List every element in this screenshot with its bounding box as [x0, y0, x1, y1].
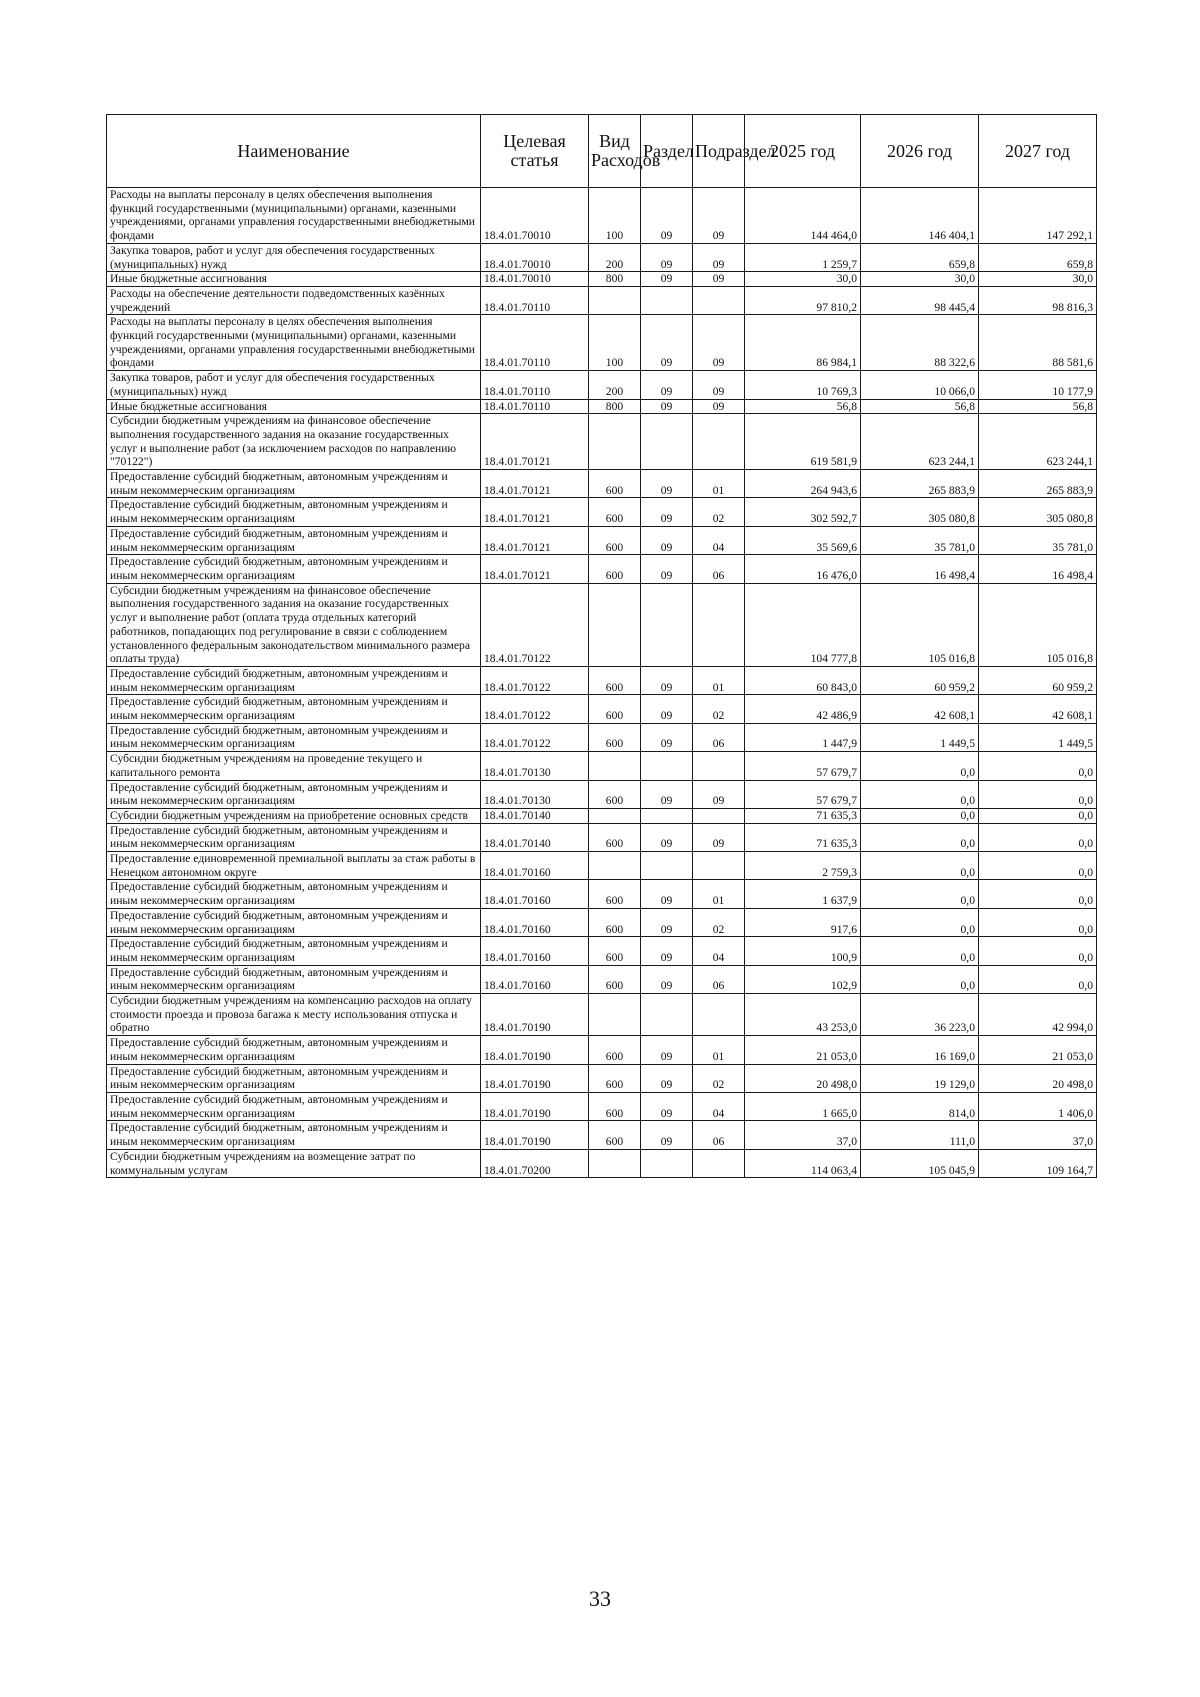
row-expense-kind: 600: [589, 723, 641, 751]
row-section: 09: [641, 1064, 693, 1092]
row-section: 09: [641, 823, 693, 851]
budget-table: [106, 114, 1097, 1178]
row-expense-kind: 800: [589, 272, 641, 287]
row-target-code: 18.4.01.70122: [481, 666, 589, 694]
row-target-code: 18.4.01.70190: [481, 994, 589, 1036]
row-amount-2026: 56,8: [861, 399, 979, 414]
row-amount-2026: 0,0: [861, 880, 979, 908]
row-amount-2026: 98 445,4: [861, 286, 979, 314]
row-amount-2025: 30,0: [745, 272, 861, 287]
table-row: [107, 470, 1097, 498]
row-name: Субсидии бюджетным учреждениям на приобретение основных средств: [107, 808, 481, 823]
row-amount-2027: 21 053,0: [979, 1036, 1097, 1064]
row-expense-kind: 600: [589, 937, 641, 965]
row-target-code: 18.4.01.70122: [481, 723, 589, 751]
row-amount-2026: 814,0: [861, 1093, 979, 1121]
table-row: [107, 243, 1097, 271]
row-amount-2027: 37,0: [979, 1121, 1097, 1149]
row-target-code: 18.4.01.70010: [481, 243, 589, 271]
row-name: Субсидии бюджетным учреждениям на проведение текущего и капитального ремонта: [107, 752, 481, 780]
table-row: [107, 695, 1097, 723]
row-section: 09: [641, 371, 693, 399]
table-row: [107, 188, 1097, 244]
row-expense-kind: [589, 752, 641, 780]
row-target-code: 18.4.01.70160: [481, 937, 589, 965]
row-amount-2025: 43 253,0: [745, 994, 861, 1036]
table-row: [107, 315, 1097, 371]
row-amount-2025: 102,9: [745, 965, 861, 993]
row-subsection: 01: [693, 470, 745, 498]
row-amount-2025: 1 447,9: [745, 723, 861, 751]
row-amount-2025: 37,0: [745, 1121, 861, 1149]
row-subsection: 09: [693, 371, 745, 399]
row-section: 09: [641, 315, 693, 371]
row-amount-2027: 105 016,8: [979, 583, 1097, 666]
row-amount-2026: 36 223,0: [861, 994, 979, 1036]
row-amount-2025: 42 486,9: [745, 695, 861, 723]
row-amount-2025: 56,8: [745, 399, 861, 414]
row-name: Иные бюджетные ассигнования: [107, 399, 481, 414]
row-amount-2027: 265 883,9: [979, 470, 1097, 498]
row-amount-2026: 60 959,2: [861, 666, 979, 694]
row-subsection: 09: [693, 399, 745, 414]
row-amount-2026: 623 244,1: [861, 414, 979, 470]
row-amount-2027: 1 449,5: [979, 723, 1097, 751]
row-target-code: 18.4.01.70110: [481, 315, 589, 371]
row-amount-2026: 19 129,0: [861, 1064, 979, 1092]
header-2027: 2027 год: [979, 115, 1097, 188]
row-expense-kind: 600: [589, 666, 641, 694]
row-amount-2027: 0,0: [979, 965, 1097, 993]
row-expense-kind: 600: [589, 1036, 641, 1064]
row-subsection: [693, 286, 745, 314]
table-row: [107, 498, 1097, 526]
header-2025: 2025 год: [745, 115, 861, 188]
table-row: [107, 1064, 1097, 1092]
row-section: [641, 286, 693, 314]
table-row: [107, 371, 1097, 399]
row-target-code: 18.4.01.70010: [481, 272, 589, 287]
header-name: Наименование: [107, 115, 481, 188]
row-amount-2027: 0,0: [979, 752, 1097, 780]
row-expense-kind: 200: [589, 243, 641, 271]
row-section: [641, 414, 693, 470]
row-amount-2027: 0,0: [979, 852, 1097, 880]
row-target-code: 18.4.01.70190: [481, 1036, 589, 1064]
row-amount-2027: 0,0: [979, 823, 1097, 851]
row-amount-2025: 71 635,3: [745, 823, 861, 851]
row-amount-2027: 0,0: [979, 880, 1097, 908]
row-subsection: 01: [693, 666, 745, 694]
row-amount-2027: 20 498,0: [979, 1064, 1097, 1092]
row-name: Расходы на обеспечение деятельности подведомственных казённых учреждений: [107, 286, 481, 314]
row-name: Субсидии бюджетным учреждениям на возмещение затрат по коммунальным услугам: [107, 1149, 481, 1177]
header-row: [107, 115, 1097, 188]
row-expense-kind: 200: [589, 371, 641, 399]
row-target-code: 18.4.01.70121: [481, 526, 589, 554]
row-amount-2025: 35 569,6: [745, 526, 861, 554]
page-number: 33: [589, 1586, 611, 1611]
row-subsection: 04: [693, 937, 745, 965]
row-amount-2027: 0,0: [979, 908, 1097, 936]
row-target-code: 18.4.01.70190: [481, 1093, 589, 1121]
row-name: Предоставление субсидий бюджетным, автономным учреждениям и иным некоммерческим организациям: [107, 470, 481, 498]
row-section: [641, 852, 693, 880]
row-amount-2025: 302 592,7: [745, 498, 861, 526]
row-amount-2026: 0,0: [861, 908, 979, 936]
row-amount-2025: 20 498,0: [745, 1064, 861, 1092]
row-section: 09: [641, 470, 693, 498]
table-row: [107, 555, 1097, 583]
row-name: Субсидии бюджетным учреждениям на финансовое обеспечение выполнения государственного задания на оказание государственных услуг и выполнение работ (оплата труда отдельных категорий работников, попадающих под регулирование в связи с соблюдением установленного федеральным законодательством минимального размера оплаты труда): [107, 583, 481, 666]
row-amount-2025: 144 464,0: [745, 188, 861, 244]
row-target-code: 18.4.01.70190: [481, 1121, 589, 1149]
row-section: 09: [641, 666, 693, 694]
row-section: 09: [641, 780, 693, 808]
row-section: 09: [641, 695, 693, 723]
row-amount-2026: 16 169,0: [861, 1036, 979, 1064]
row-target-code: 18.4.01.70010: [481, 188, 589, 244]
row-amount-2026: 146 404,1: [861, 188, 979, 244]
row-expense-kind: [589, 852, 641, 880]
row-expense-kind: 600: [589, 780, 641, 808]
row-target-code: 18.4.01.70140: [481, 808, 589, 823]
table-row: [107, 666, 1097, 694]
row-section: 09: [641, 399, 693, 414]
row-subsection: 09: [693, 272, 745, 287]
table-row: [107, 272, 1097, 287]
row-target-code: 18.4.01.70130: [481, 780, 589, 808]
table-row: [107, 723, 1097, 751]
row-amount-2025: 86 984,1: [745, 315, 861, 371]
row-amount-2025: 619 581,9: [745, 414, 861, 470]
row-subsection: 06: [693, 965, 745, 993]
row-amount-2025: 1 665,0: [745, 1093, 861, 1121]
row-amount-2026: 305 080,8: [861, 498, 979, 526]
row-amount-2025: 57 679,7: [745, 752, 861, 780]
row-expense-kind: [589, 1149, 641, 1177]
row-amount-2026: 105 045,9: [861, 1149, 979, 1177]
row-amount-2025: 917,6: [745, 908, 861, 936]
row-subsection: 04: [693, 526, 745, 554]
row-amount-2026: 10 066,0: [861, 371, 979, 399]
row-target-code: 18.4.01.70190: [481, 1064, 589, 1092]
row-amount-2026: 35 781,0: [861, 526, 979, 554]
row-subsection: [693, 583, 745, 666]
header-target: Целевая статья: [481, 115, 589, 188]
table-row: [107, 937, 1097, 965]
table-row: [107, 1149, 1097, 1177]
row-name: Предоставление субсидий бюджетным, автономным учреждениям и иным некоммерческим организациям: [107, 526, 481, 554]
row-amount-2025: 114 063,4: [745, 1149, 861, 1177]
row-target-code: 18.4.01.70110: [481, 371, 589, 399]
row-amount-2025: 104 777,8: [745, 583, 861, 666]
row-name: Предоставление субсидий бюджетным, автономным учреждениям и иным некоммерческим организациям: [107, 1093, 481, 1121]
row-section: 09: [641, 526, 693, 554]
table-row: [107, 808, 1097, 823]
row-expense-kind: 100: [589, 315, 641, 371]
row-target-code: 18.4.01.70160: [481, 908, 589, 936]
row-amount-2025: 21 053,0: [745, 1036, 861, 1064]
row-subsection: 01: [693, 880, 745, 908]
row-name: Предоставление субсидий бюджетным, автономным учреждениям и иным некоммерческим организациям: [107, 1064, 481, 1092]
table-row: [107, 583, 1097, 666]
row-section: [641, 752, 693, 780]
row-amount-2027: 56,8: [979, 399, 1097, 414]
row-amount-2026: 0,0: [861, 752, 979, 780]
row-section: 09: [641, 1093, 693, 1121]
row-amount-2026: 30,0: [861, 272, 979, 287]
row-subsection: [693, 808, 745, 823]
row-amount-2027: 60 959,2: [979, 666, 1097, 694]
row-amount-2027: 0,0: [979, 808, 1097, 823]
row-section: 09: [641, 243, 693, 271]
row-amount-2027: 35 781,0: [979, 526, 1097, 554]
row-expense-kind: [589, 808, 641, 823]
row-expense-kind: [589, 414, 641, 470]
row-expense-kind: [589, 286, 641, 314]
row-amount-2026: 42 608,1: [861, 695, 979, 723]
row-name: Предоставление субсидий бюджетным, автономным учреждениям и иным некоммерческим организациям: [107, 1036, 481, 1064]
row-amount-2027: 623 244,1: [979, 414, 1097, 470]
row-subsection: [693, 752, 745, 780]
row-subsection: [693, 414, 745, 470]
row-amount-2026: 0,0: [861, 808, 979, 823]
row-target-code: 18.4.01.70130: [481, 752, 589, 780]
row-amount-2027: 305 080,8: [979, 498, 1097, 526]
row-subsection: [693, 852, 745, 880]
row-amount-2026: 0,0: [861, 937, 979, 965]
row-subsection: [693, 994, 745, 1036]
row-amount-2025: 71 635,3: [745, 808, 861, 823]
row-name: Предоставление субсидий бюджетным, автономным учреждениям и иным некоммерческим организациям: [107, 498, 481, 526]
row-amount-2025: 100,9: [745, 937, 861, 965]
row-section: 09: [641, 188, 693, 244]
row-subsection: 06: [693, 723, 745, 751]
table-row: [107, 414, 1097, 470]
row-amount-2025: 1 637,9: [745, 880, 861, 908]
row-name: Субсидии бюджетным учреждениям на компенсацию расходов на оплату стоимости проезда и провоза багажа к месту использования отпуска и обратно: [107, 994, 481, 1036]
row-subsection: 02: [693, 695, 745, 723]
row-target-code: 18.4.01.70160: [481, 880, 589, 908]
row-expense-kind: 600: [589, 823, 641, 851]
row-name: Расходы на выплаты персоналу в целях обеспечения выполнения функций государственными (муниципальными) органами, казенными учреждениями, органами управления государственными внебюджетными фондами: [107, 315, 481, 371]
row-section: 09: [641, 880, 693, 908]
row-expense-kind: [589, 583, 641, 666]
row-subsection: 09: [693, 315, 745, 371]
row-name: Предоставление субсидий бюджетным, автономным учреждениям и иным некоммерческим организациям: [107, 780, 481, 808]
row-amount-2027: 0,0: [979, 937, 1097, 965]
row-expense-kind: 600: [589, 498, 641, 526]
row-expense-kind: 600: [589, 1064, 641, 1092]
row-amount-2026: 659,8: [861, 243, 979, 271]
row-name: Закупка товаров, работ и услуг для обеспечения государственных (муниципальных) нужд: [107, 243, 481, 271]
row-amount-2027: 1 406,0: [979, 1093, 1097, 1121]
row-name: Предоставление субсидий бюджетным, автономным учреждениям и иным некоммерческим организациям: [107, 880, 481, 908]
row-name: Предоставление субсидий бюджетным, автономным учреждениям и иным некоммерческим организациям: [107, 823, 481, 851]
row-amount-2027: 147 292,1: [979, 188, 1097, 244]
row-expense-kind: 600: [589, 695, 641, 723]
row-section: 09: [641, 498, 693, 526]
row-amount-2027: 98 816,3: [979, 286, 1097, 314]
row-amount-2026: 0,0: [861, 780, 979, 808]
row-amount-2025: 10 769,3: [745, 371, 861, 399]
row-subsection: 09: [693, 243, 745, 271]
row-expense-kind: 600: [589, 908, 641, 936]
row-amount-2025: 16 476,0: [745, 555, 861, 583]
row-section: [641, 1149, 693, 1177]
table-row: [107, 1093, 1097, 1121]
row-section: [641, 994, 693, 1036]
row-amount-2027: 42 608,1: [979, 695, 1097, 723]
row-name: Предоставление субсидий бюджетным, автономным учреждениям и иным некоммерческим организациям: [107, 908, 481, 936]
row-amount-2025: 57 679,7: [745, 780, 861, 808]
row-amount-2027: 109 164,7: [979, 1149, 1097, 1177]
row-name: Закупка товаров, работ и услуг для обеспечения государственных (муниципальных) нужд: [107, 371, 481, 399]
table-row: [107, 752, 1097, 780]
row-subsection: 06: [693, 1121, 745, 1149]
table-row: [107, 823, 1097, 851]
row-section: [641, 808, 693, 823]
row-target-code: 18.4.01.70121: [481, 498, 589, 526]
row-amount-2026: 0,0: [861, 852, 979, 880]
row-amount-2027: 0,0: [979, 780, 1097, 808]
row-amount-2026: 16 498,4: [861, 555, 979, 583]
row-amount-2026: 265 883,9: [861, 470, 979, 498]
row-subsection: 02: [693, 498, 745, 526]
row-amount-2027: 88 581,6: [979, 315, 1097, 371]
row-amount-2027: 16 498,4: [979, 555, 1097, 583]
row-expense-kind: 600: [589, 470, 641, 498]
row-section: 09: [641, 555, 693, 583]
row-expense-kind: 600: [589, 526, 641, 554]
row-amount-2025: 1 259,7: [745, 243, 861, 271]
row-amount-2027: 10 177,9: [979, 371, 1097, 399]
table-row: [107, 1036, 1097, 1064]
row-target-code: 18.4.01.70122: [481, 583, 589, 666]
row-amount-2026: 1 449,5: [861, 723, 979, 751]
row-section: 09: [641, 937, 693, 965]
row-subsection: [693, 1149, 745, 1177]
table-row: [107, 526, 1097, 554]
row-name: Предоставление единовременной премиальной выплаты за стаж работы в Ненецком автономном округе: [107, 852, 481, 880]
row-expense-kind: 800: [589, 399, 641, 414]
row-amount-2026: 0,0: [861, 823, 979, 851]
row-subsection: 09: [693, 823, 745, 851]
row-amount-2025: 264 943,6: [745, 470, 861, 498]
row-amount-2026: 111,0: [861, 1121, 979, 1149]
row-subsection: 04: [693, 1093, 745, 1121]
table-row: [107, 965, 1097, 993]
row-target-code: 18.4.01.70110: [481, 286, 589, 314]
row-expense-kind: 600: [589, 965, 641, 993]
header-subsection: Подраздел: [693, 115, 745, 188]
row-amount-2026: 0,0: [861, 965, 979, 993]
row-section: 09: [641, 272, 693, 287]
row-name: Предоставление субсидий бюджетным, автономным учреждениям и иным некоммерческим организациям: [107, 965, 481, 993]
row-section: [641, 583, 693, 666]
row-amount-2026: 88 322,6: [861, 315, 979, 371]
row-target-code: 18.4.01.70122: [481, 695, 589, 723]
table-row: [107, 994, 1097, 1036]
row-expense-kind: 600: [589, 1093, 641, 1121]
row-subsection: 02: [693, 908, 745, 936]
row-section: 09: [641, 908, 693, 936]
row-amount-2027: 659,8: [979, 243, 1097, 271]
table-row: [107, 852, 1097, 880]
table-row: [107, 908, 1097, 936]
header-2026: 2026 год: [861, 115, 979, 188]
table-row: [107, 399, 1097, 414]
row-name: Предоставление субсидий бюджетным, автономным учреждениям и иным некоммерческим организациям: [107, 1121, 481, 1149]
row-expense-kind: [589, 994, 641, 1036]
table-body: [107, 188, 1097, 1178]
row-expense-kind: 600: [589, 1121, 641, 1149]
row-subsection: 09: [693, 188, 745, 244]
row-section: 09: [641, 1036, 693, 1064]
row-amount-2027: 42 994,0: [979, 994, 1097, 1036]
row-name: Предоставление субсидий бюджетным, автономным учреждениям и иным некоммерческим организациям: [107, 666, 481, 694]
header-section: Раздел: [641, 115, 693, 188]
row-target-code: 18.4.01.70160: [481, 965, 589, 993]
row-name: Предоставление субсидий бюджетным, автономным учреждениям и иным некоммерческим организациям: [107, 723, 481, 751]
row-target-code: 18.4.01.70121: [481, 555, 589, 583]
row-name: Предоставление субсидий бюджетным, автономным учреждениям и иным некоммерческим организациям: [107, 937, 481, 965]
row-amount-2025: 97 810,2: [745, 286, 861, 314]
row-subsection: 06: [693, 555, 745, 583]
row-target-code: 18.4.01.70160: [481, 852, 589, 880]
row-amount-2026: 105 016,8: [861, 583, 979, 666]
row-target-code: 18.4.01.70110: [481, 399, 589, 414]
header-kind: Вид Расходов: [589, 115, 641, 188]
row-name: Иные бюджетные ассигнования: [107, 272, 481, 287]
table-row: [107, 1121, 1097, 1149]
table-row: [107, 880, 1097, 908]
row-target-code: 18.4.01.70140: [481, 823, 589, 851]
row-target-code: 18.4.01.70121: [481, 414, 589, 470]
row-name: Предоставление субсидий бюджетным, автономным учреждениям и иным некоммерческим организациям: [107, 695, 481, 723]
row-target-code: 18.4.01.70121: [481, 470, 589, 498]
row-section: 09: [641, 1121, 693, 1149]
row-subsection: 09: [693, 780, 745, 808]
row-subsection: 01: [693, 1036, 745, 1064]
row-section: 09: [641, 965, 693, 993]
table-row: [107, 286, 1097, 314]
row-target-code: 18.4.01.70200: [481, 1149, 589, 1177]
row-amount-2027: 30,0: [979, 272, 1097, 287]
row-expense-kind: 600: [589, 555, 641, 583]
row-name: Субсидии бюджетным учреждениям на финансовое обеспечение выполнения государственного задания на оказание государственных услуг и выполнение работ (за исключением расходов по направлению "70122"): [107, 414, 481, 470]
row-subsection: 02: [693, 1064, 745, 1092]
row-section: 09: [641, 723, 693, 751]
row-amount-2025: 60 843,0: [745, 666, 861, 694]
row-name: Предоставление субсидий бюджетным, автономным учреждениям и иным некоммерческим организациям: [107, 555, 481, 583]
row-amount-2025: 2 759,3: [745, 852, 861, 880]
table-row: [107, 780, 1097, 808]
row-name: Расходы на выплаты персоналу в целях обеспечения выполнения функций государственными (муниципальными) органами, казенными учреждениями, органами управления государственными внебюджетными фондами: [107, 188, 481, 244]
row-expense-kind: 100: [589, 188, 641, 244]
row-expense-kind: 600: [589, 880, 641, 908]
